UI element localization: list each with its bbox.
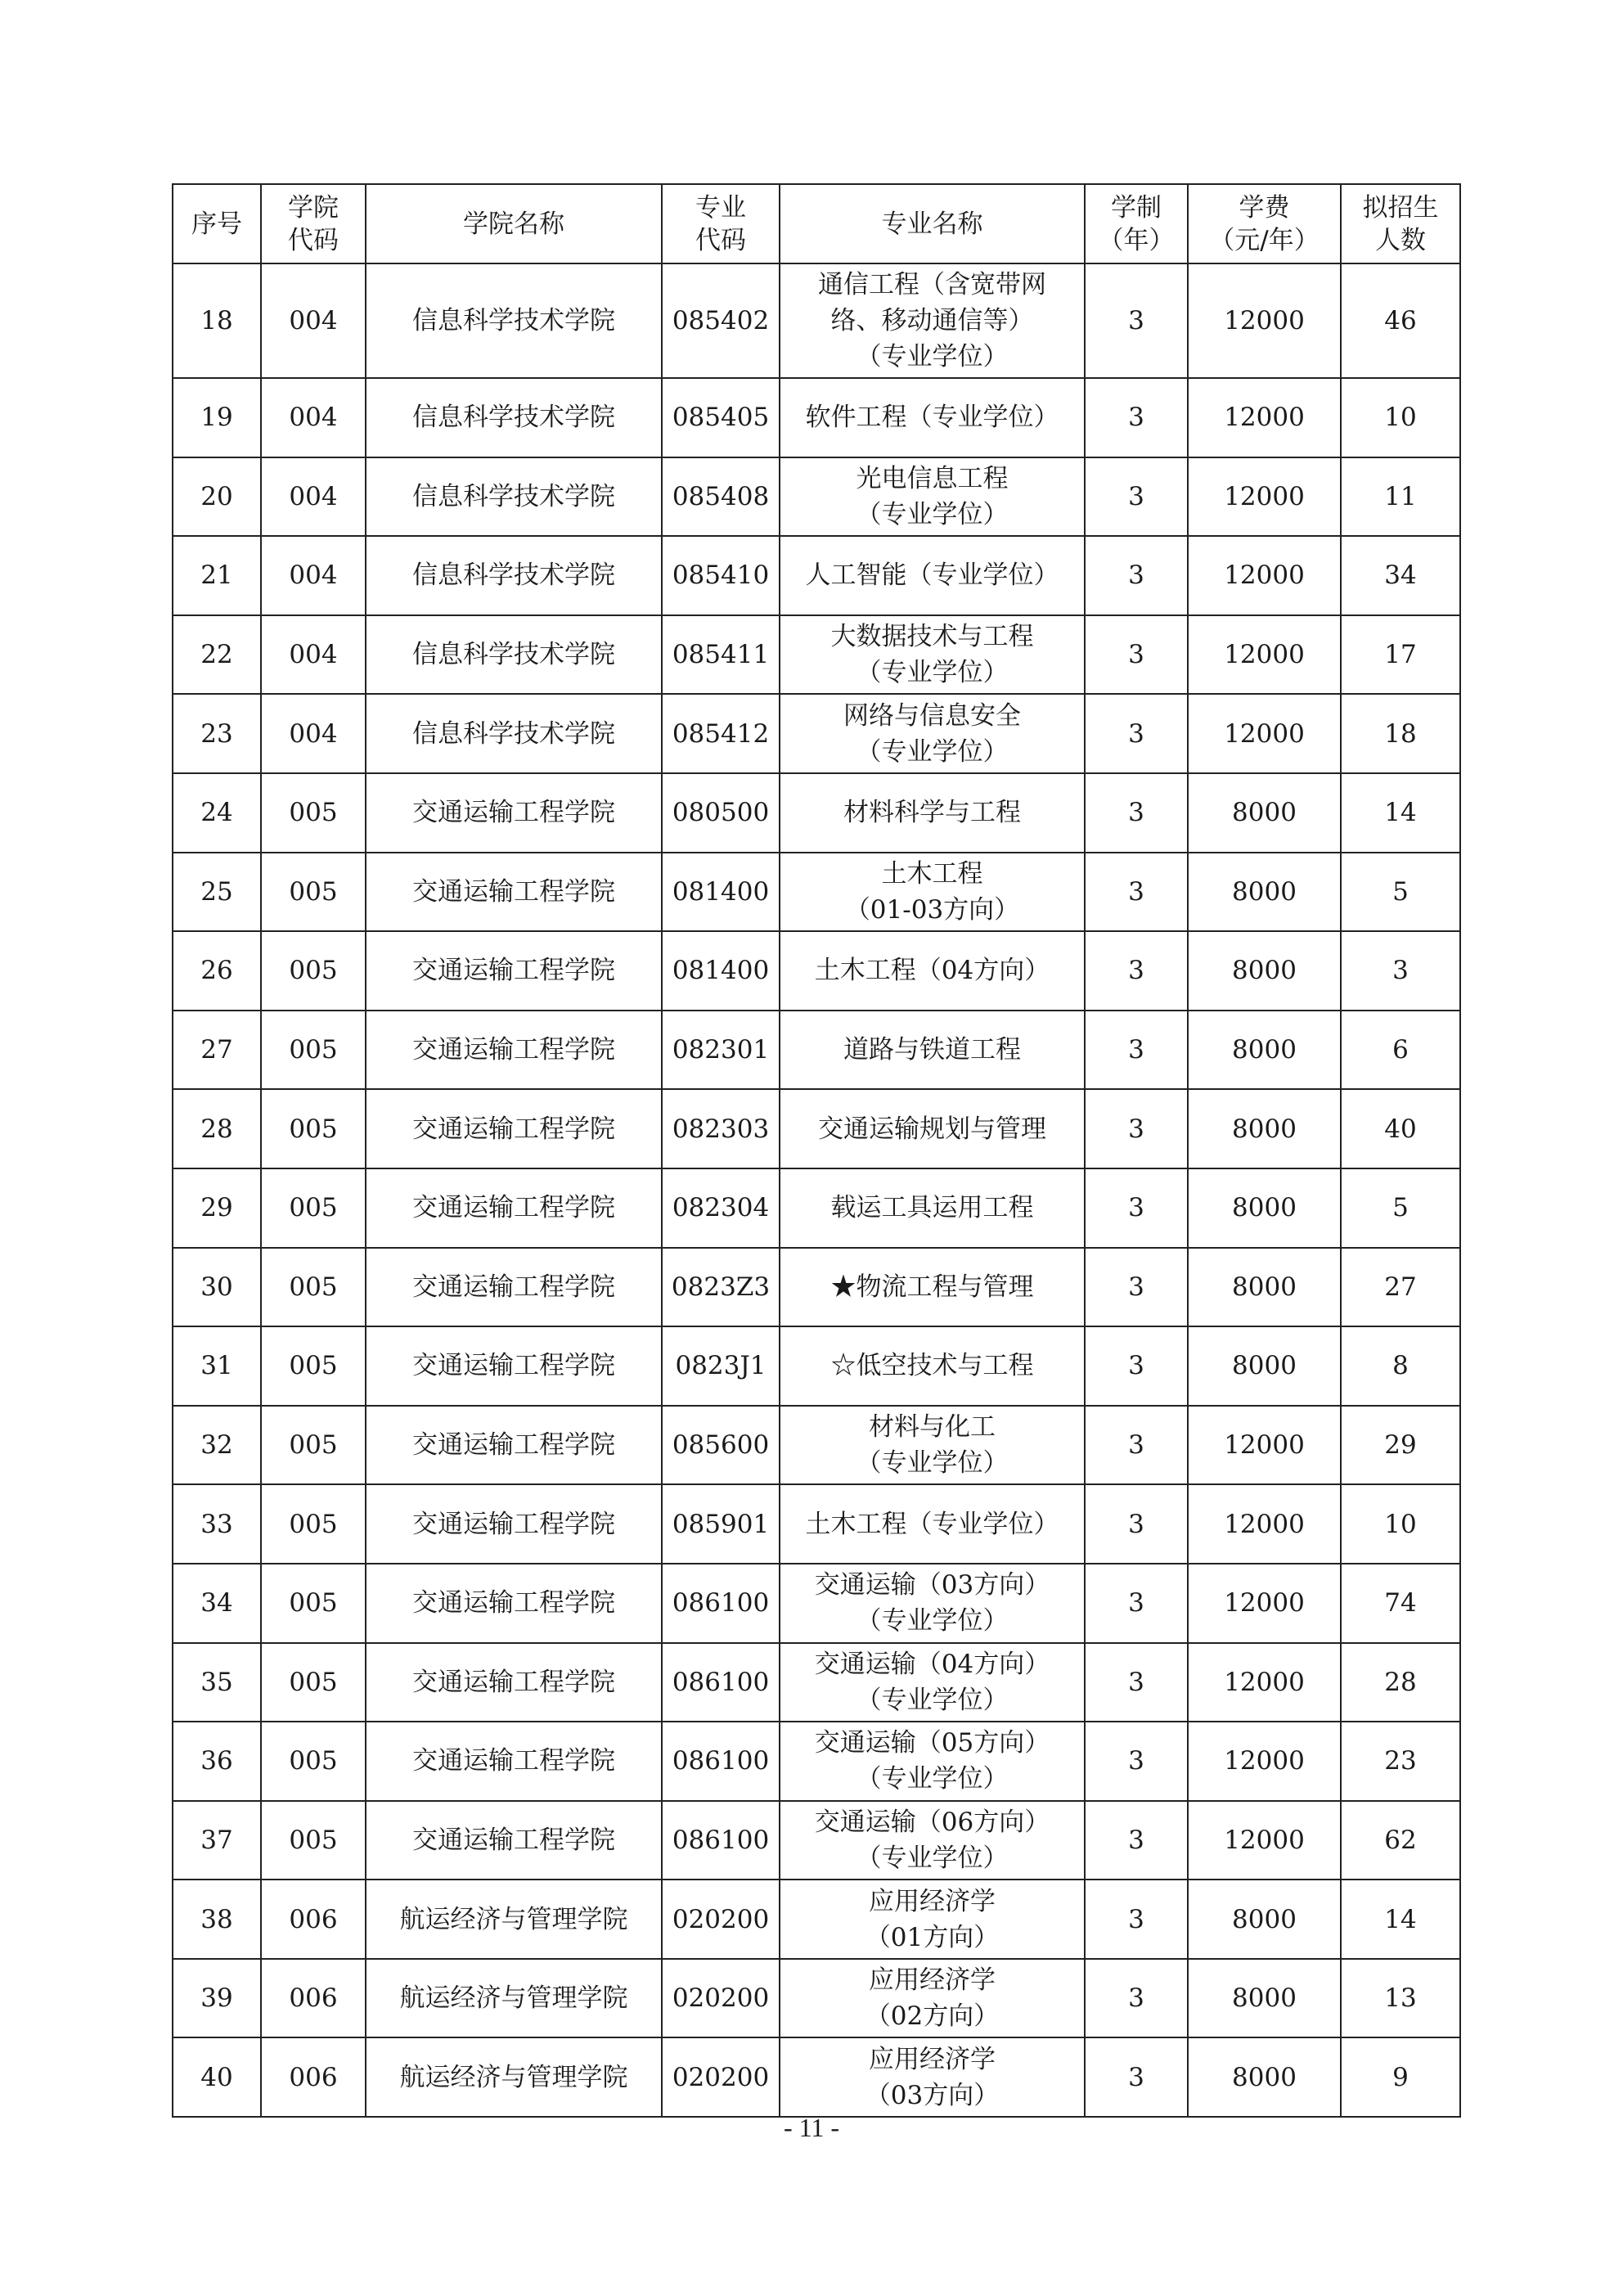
cell-duration: 3 bbox=[1085, 1326, 1188, 1406]
table-row bbox=[173, 1722, 1460, 1801]
cell-duration: 3 bbox=[1085, 1089, 1188, 1168]
cell-tuition: 12000 bbox=[1188, 263, 1341, 378]
cell-major-name: 材料与化工 （专业学位） bbox=[780, 1406, 1085, 1485]
cell-tuition: 8000 bbox=[1188, 1168, 1341, 1248]
cell-college-name: 航运经济与管理学院 bbox=[366, 2037, 662, 2117]
cell-tuition: 8000 bbox=[1188, 853, 1341, 932]
cell-major-code: 085901 bbox=[662, 1484, 780, 1564]
table-row bbox=[173, 457, 1460, 537]
table-row bbox=[173, 1801, 1460, 1880]
cell-seq: 35 bbox=[173, 1643, 261, 1722]
cell-major-name: 应用经济学 （01方向） bbox=[780, 1880, 1085, 1959]
cell-college-name: 交通运输工程学院 bbox=[366, 853, 662, 932]
cell-tuition: 12000 bbox=[1188, 378, 1341, 457]
table-row bbox=[173, 1643, 1460, 1722]
cell-major-name: 交通运输规划与管理 bbox=[780, 1089, 1085, 1168]
cell-college-code: 005 bbox=[261, 1801, 366, 1880]
cell-quota: 62 bbox=[1341, 1801, 1460, 1880]
cell-tuition: 12000 bbox=[1188, 615, 1341, 695]
table-row bbox=[173, 1248, 1460, 1327]
cell-college-name: 交通运输工程学院 bbox=[366, 773, 662, 853]
cell-major-code: 081400 bbox=[662, 853, 780, 932]
table-row bbox=[173, 536, 1460, 615]
header-tuition: 学费 （元/年） bbox=[1188, 184, 1341, 263]
cell-major-code: 080500 bbox=[662, 773, 780, 853]
cell-seq: 24 bbox=[173, 773, 261, 853]
cell-college-code: 006 bbox=[261, 1880, 366, 1959]
cell-seq: 31 bbox=[173, 1326, 261, 1406]
cell-seq: 39 bbox=[173, 1959, 261, 2038]
cell-seq: 38 bbox=[173, 1880, 261, 1959]
cell-tuition: 8000 bbox=[1188, 773, 1341, 853]
cell-college-code: 005 bbox=[261, 1643, 366, 1722]
cell-major-name: 交通运输（04方向） （专业学位） bbox=[780, 1643, 1085, 1722]
table-row bbox=[173, 263, 1460, 378]
cell-quota: 74 bbox=[1341, 1564, 1460, 1643]
cell-seq: 21 bbox=[173, 536, 261, 615]
cell-quota: 13 bbox=[1341, 1959, 1460, 2038]
cell-quota: 3 bbox=[1341, 931, 1460, 1011]
cell-college-code: 005 bbox=[261, 773, 366, 853]
cell-college-code: 006 bbox=[261, 1959, 366, 2038]
cell-tuition: 8000 bbox=[1188, 931, 1341, 1011]
cell-duration: 3 bbox=[1085, 1406, 1188, 1485]
cell-quota: 14 bbox=[1341, 773, 1460, 853]
cell-college-code: 005 bbox=[261, 1406, 366, 1485]
cell-college-name: 交通运输工程学院 bbox=[366, 1484, 662, 1564]
table-row bbox=[173, 1326, 1460, 1406]
cell-major-name: 应用经济学 （03方向） bbox=[780, 2037, 1085, 2117]
cell-college-name: 交通运输工程学院 bbox=[366, 1326, 662, 1406]
cell-duration: 3 bbox=[1085, 1248, 1188, 1327]
cell-major-name: ★物流工程与管理 bbox=[780, 1248, 1085, 1327]
cell-major-code: 020200 bbox=[662, 1880, 780, 1959]
cell-seq: 34 bbox=[173, 1564, 261, 1643]
cell-seq: 32 bbox=[173, 1406, 261, 1485]
cell-tuition: 8000 bbox=[1188, 2037, 1341, 2117]
cell-duration: 3 bbox=[1085, 853, 1188, 932]
cell-quota: 34 bbox=[1341, 536, 1460, 615]
enrollment-plan-table bbox=[172, 183, 1461, 2118]
cell-seq: 37 bbox=[173, 1801, 261, 1880]
cell-duration: 3 bbox=[1085, 773, 1188, 853]
cell-quota: 29 bbox=[1341, 1406, 1460, 1485]
cell-major-code: 0823J1 bbox=[662, 1326, 780, 1406]
cell-college-name: 信息科学技术学院 bbox=[366, 615, 662, 695]
cell-duration: 3 bbox=[1085, 1564, 1188, 1643]
cell-duration: 3 bbox=[1085, 263, 1188, 378]
cell-major-code: 082304 bbox=[662, 1168, 780, 1248]
cell-seq: 27 bbox=[173, 1011, 261, 1090]
table-row bbox=[173, 853, 1460, 932]
cell-seq: 22 bbox=[173, 615, 261, 695]
cell-major-code: 085600 bbox=[662, 1406, 780, 1485]
cell-quota: 6 bbox=[1341, 1011, 1460, 1090]
cell-college-name: 交通运输工程学院 bbox=[366, 1168, 662, 1248]
cell-seq: 18 bbox=[173, 263, 261, 378]
cell-seq: 30 bbox=[173, 1248, 261, 1327]
cell-duration: 3 bbox=[1085, 457, 1188, 537]
cell-college-code: 005 bbox=[261, 1248, 366, 1327]
cell-quota: 5 bbox=[1341, 853, 1460, 932]
header-college-code: 学院 代码 bbox=[261, 184, 366, 263]
table-row bbox=[173, 615, 1460, 695]
cell-college-name: 信息科学技术学院 bbox=[366, 694, 662, 773]
cell-college-code: 004 bbox=[261, 457, 366, 537]
cell-duration: 3 bbox=[1085, 1011, 1188, 1090]
cell-quota: 11 bbox=[1341, 457, 1460, 537]
cell-tuition: 12000 bbox=[1188, 536, 1341, 615]
cell-major-code: 086100 bbox=[662, 1564, 780, 1643]
cell-college-name: 交通运输工程学院 bbox=[366, 931, 662, 1011]
cell-major-name: 交通运输（06方向） （专业学位） bbox=[780, 1801, 1085, 1880]
cell-college-code: 005 bbox=[261, 1326, 366, 1406]
cell-tuition: 8000 bbox=[1188, 1248, 1341, 1327]
table-row bbox=[173, 1564, 1460, 1643]
cell-college-code: 004 bbox=[261, 263, 366, 378]
cell-college-code: 005 bbox=[261, 1722, 366, 1801]
table-row bbox=[173, 1959, 1460, 2038]
cell-quota: 9 bbox=[1341, 2037, 1460, 2117]
cell-quota: 23 bbox=[1341, 1722, 1460, 1801]
cell-major-code: 081400 bbox=[662, 931, 780, 1011]
cell-duration: 3 bbox=[1085, 1484, 1188, 1564]
cell-major-name: 光电信息工程 （专业学位） bbox=[780, 457, 1085, 537]
cell-tuition: 12000 bbox=[1188, 1406, 1341, 1485]
cell-tuition: 8000 bbox=[1188, 1011, 1341, 1090]
header-college-name: 学院名称 bbox=[366, 184, 662, 263]
header-major-code: 专业 代码 bbox=[662, 184, 780, 263]
cell-college-name: 交通运输工程学院 bbox=[366, 1722, 662, 1801]
cell-major-code: 085408 bbox=[662, 457, 780, 537]
cell-major-name: 大数据技术与工程 （专业学位） bbox=[780, 615, 1085, 695]
cell-seq: 25 bbox=[173, 853, 261, 932]
cell-college-name: 交通运输工程学院 bbox=[366, 1801, 662, 1880]
cell-seq: 33 bbox=[173, 1484, 261, 1564]
cell-major-code: 082303 bbox=[662, 1089, 780, 1168]
cell-major-code: 020200 bbox=[662, 1959, 780, 2038]
cell-major-code: 085405 bbox=[662, 378, 780, 457]
cell-tuition: 8000 bbox=[1188, 1089, 1341, 1168]
cell-tuition: 8000 bbox=[1188, 1880, 1341, 1959]
cell-duration: 3 bbox=[1085, 694, 1188, 773]
cell-college-name: 信息科学技术学院 bbox=[366, 263, 662, 378]
cell-college-name: 交通运输工程学院 bbox=[366, 1089, 662, 1168]
cell-major-name: ☆低空技术与工程 bbox=[780, 1326, 1085, 1406]
cell-duration: 3 bbox=[1085, 2037, 1188, 2117]
cell-quota: 14 bbox=[1341, 1880, 1460, 1959]
table-row bbox=[173, 931, 1460, 1011]
table-row bbox=[173, 773, 1460, 853]
table-row bbox=[173, 694, 1460, 773]
header-quota: 拟招生 人数 bbox=[1341, 184, 1460, 263]
cell-major-name: 通信工程（含宽带网 络、移动通信等） （专业学位） bbox=[780, 263, 1085, 378]
table-row bbox=[173, 1089, 1460, 1168]
cell-seq: 20 bbox=[173, 457, 261, 537]
cell-major-code: 085412 bbox=[662, 694, 780, 773]
cell-tuition: 12000 bbox=[1188, 1484, 1341, 1564]
cell-major-code: 086100 bbox=[662, 1643, 780, 1722]
cell-seq: 36 bbox=[173, 1722, 261, 1801]
cell-duration: 3 bbox=[1085, 536, 1188, 615]
cell-major-name: 软件工程（专业学位） bbox=[780, 378, 1085, 457]
cell-seq: 19 bbox=[173, 378, 261, 457]
table-row bbox=[173, 1168, 1460, 1248]
cell-college-name: 交通运输工程学院 bbox=[366, 1406, 662, 1485]
table-body bbox=[173, 263, 1460, 2117]
cell-major-name: 应用经济学 （02方向） bbox=[780, 1959, 1085, 2038]
cell-tuition: 12000 bbox=[1188, 1564, 1341, 1643]
cell-major-name: 土木工程（04方向） bbox=[780, 931, 1085, 1011]
cell-major-name: 交通运输（03方向） （专业学位） bbox=[780, 1564, 1085, 1643]
cell-college-code: 005 bbox=[261, 853, 366, 932]
cell-college-code: 004 bbox=[261, 694, 366, 773]
cell-quota: 27 bbox=[1341, 1248, 1460, 1327]
cell-college-name: 航运经济与管理学院 bbox=[366, 1959, 662, 2038]
table-row bbox=[173, 1011, 1460, 1090]
cell-duration: 3 bbox=[1085, 378, 1188, 457]
table-row bbox=[173, 1880, 1460, 1959]
cell-major-name: 道路与铁道工程 bbox=[780, 1011, 1085, 1090]
table-row bbox=[173, 1484, 1460, 1564]
cell-tuition: 12000 bbox=[1188, 694, 1341, 773]
cell-college-code: 005 bbox=[261, 1089, 366, 1168]
cell-tuition: 12000 bbox=[1188, 1801, 1341, 1880]
cell-college-code: 006 bbox=[261, 2037, 366, 2117]
header-duration: 学制 （年） bbox=[1085, 184, 1188, 263]
cell-quota: 10 bbox=[1341, 378, 1460, 457]
cell-seq: 28 bbox=[173, 1089, 261, 1168]
cell-tuition: 12000 bbox=[1188, 1643, 1341, 1722]
cell-college-name: 交通运输工程学院 bbox=[366, 1248, 662, 1327]
cell-quota: 40 bbox=[1341, 1089, 1460, 1168]
cell-duration: 3 bbox=[1085, 1801, 1188, 1880]
cell-college-code: 005 bbox=[261, 1011, 366, 1090]
cell-major-name: 土木工程 （01-03方向） bbox=[780, 853, 1085, 932]
cell-major-code: 085402 bbox=[662, 263, 780, 378]
cell-quota: 10 bbox=[1341, 1484, 1460, 1564]
cell-seq: 26 bbox=[173, 931, 261, 1011]
cell-college-code: 005 bbox=[261, 1168, 366, 1248]
table-row bbox=[173, 378, 1460, 457]
cell-major-name: 网络与信息安全 （专业学位） bbox=[780, 694, 1085, 773]
cell-college-name: 信息科学技术学院 bbox=[366, 457, 662, 537]
cell-college-name: 交通运输工程学院 bbox=[366, 1643, 662, 1722]
cell-major-name: 交通运输（05方向） （专业学位） bbox=[780, 1722, 1085, 1801]
cell-tuition: 12000 bbox=[1188, 1722, 1341, 1801]
cell-duration: 3 bbox=[1085, 1722, 1188, 1801]
table-header bbox=[173, 184, 1460, 263]
cell-duration: 3 bbox=[1085, 1880, 1188, 1959]
cell-college-code: 005 bbox=[261, 1484, 366, 1564]
cell-quota: 28 bbox=[1341, 1643, 1460, 1722]
cell-major-code: 082301 bbox=[662, 1011, 780, 1090]
cell-quota: 46 bbox=[1341, 263, 1460, 378]
cell-major-name: 材料科学与工程 bbox=[780, 773, 1085, 853]
cell-major-name: 载运工具运用工程 bbox=[780, 1168, 1085, 1248]
cell-major-name: 土木工程（专业学位） bbox=[780, 1484, 1085, 1564]
cell-college-code: 004 bbox=[261, 378, 366, 457]
cell-college-name: 航运经济与管理学院 bbox=[366, 1880, 662, 1959]
table-row bbox=[173, 2037, 1460, 2117]
cell-duration: 3 bbox=[1085, 615, 1188, 695]
cell-college-code: 005 bbox=[261, 1564, 366, 1643]
cell-quota: 17 bbox=[1341, 615, 1460, 695]
cell-major-code: 085411 bbox=[662, 615, 780, 695]
cell-college-code: 004 bbox=[261, 615, 366, 695]
cell-seq: 23 bbox=[173, 694, 261, 773]
cell-duration: 3 bbox=[1085, 1168, 1188, 1248]
header-seq: 序号 bbox=[173, 184, 261, 263]
page-number: - 11 - bbox=[783, 2113, 840, 2142]
cell-college-name: 交通运输工程学院 bbox=[366, 1011, 662, 1090]
cell-seq: 29 bbox=[173, 1168, 261, 1248]
cell-tuition: 8000 bbox=[1188, 1326, 1341, 1406]
cell-tuition: 8000 bbox=[1188, 1959, 1341, 2038]
cell-college-name: 交通运输工程学院 bbox=[366, 1564, 662, 1643]
cell-college-name: 信息科学技术学院 bbox=[366, 378, 662, 457]
header-major-name: 专业名称 bbox=[780, 184, 1085, 263]
cell-major-name: 人工智能（专业学位） bbox=[780, 536, 1085, 615]
cell-quota: 5 bbox=[1341, 1168, 1460, 1248]
cell-major-code: 085410 bbox=[662, 536, 780, 615]
cell-college-code: 004 bbox=[261, 536, 366, 615]
cell-duration: 3 bbox=[1085, 1959, 1188, 2038]
cell-major-code: 086100 bbox=[662, 1722, 780, 1801]
cell-duration: 3 bbox=[1085, 1643, 1188, 1722]
cell-college-name: 信息科学技术学院 bbox=[366, 536, 662, 615]
cell-quota: 8 bbox=[1341, 1326, 1460, 1406]
cell-major-code: 0823Z3 bbox=[662, 1248, 780, 1327]
cell-major-code: 086100 bbox=[662, 1801, 780, 1880]
cell-college-code: 005 bbox=[261, 931, 366, 1011]
cell-tuition: 12000 bbox=[1188, 457, 1341, 537]
cell-duration: 3 bbox=[1085, 931, 1188, 1011]
cell-seq: 40 bbox=[173, 2037, 261, 2117]
cell-quota: 18 bbox=[1341, 694, 1460, 773]
table-row bbox=[173, 1406, 1460, 1485]
cell-major-code: 020200 bbox=[662, 2037, 780, 2117]
